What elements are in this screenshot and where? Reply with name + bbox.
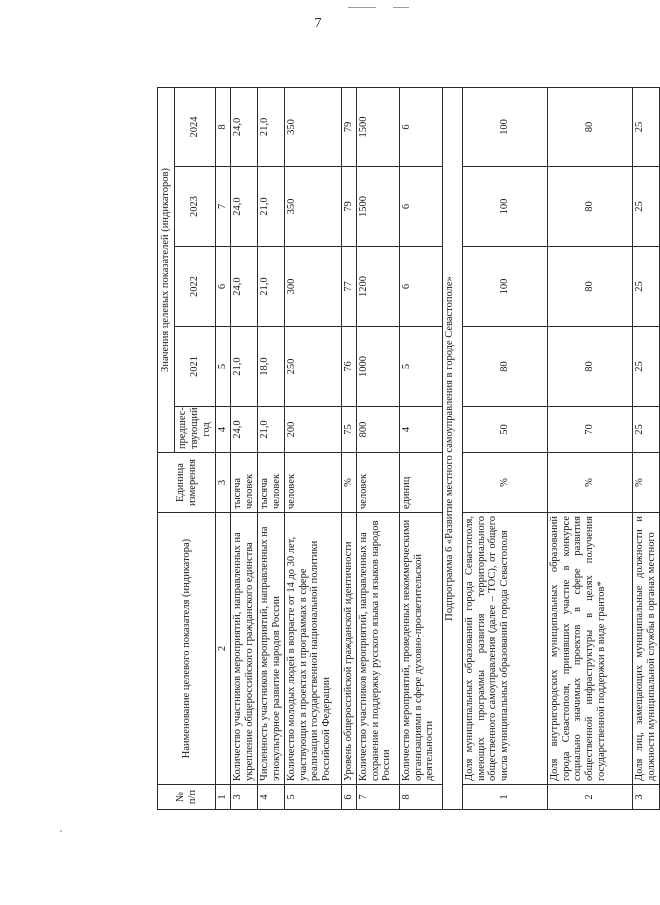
value-cell: 21,0 bbox=[230, 327, 257, 407]
row-index: 7 bbox=[356, 785, 399, 810]
value-cell: 80 bbox=[547, 167, 632, 247]
section-row bbox=[442, 87, 462, 809]
header-year: 2021 bbox=[175, 327, 216, 407]
indicator-name: Количество участников мероприятий, направленных на сохранение и поддержку русского языка и языков народов России bbox=[356, 513, 399, 785]
value-cell: 25 bbox=[632, 87, 659, 166]
value-cell: 80 bbox=[547, 327, 632, 407]
value-cell: 25 bbox=[632, 247, 659, 327]
value-cell: 76 bbox=[341, 327, 356, 407]
value-cell: 77 bbox=[341, 247, 356, 327]
header-index: № п/п bbox=[158, 785, 216, 810]
indicator-unit: % bbox=[632, 453, 659, 513]
table-row bbox=[284, 87, 341, 809]
value-cell: 4 bbox=[399, 407, 442, 453]
header-year: 2023 bbox=[175, 167, 216, 247]
column-number: 2 bbox=[216, 513, 231, 785]
column-number: 1 bbox=[216, 785, 231, 810]
column-numbering-row bbox=[216, 87, 231, 809]
table-row bbox=[399, 87, 442, 809]
header-unit: Единица измерения bbox=[158, 453, 216, 513]
value-cell: 1200 bbox=[356, 247, 399, 327]
indicator-unit: % bbox=[547, 453, 632, 513]
indicator-unit: тысяча человек bbox=[230, 453, 257, 513]
value-cell: 21,0 bbox=[257, 407, 284, 453]
value-cell: 24,0 bbox=[230, 407, 257, 453]
indicator-name: Количество участников мероприятий, направленных на укрепление общероссийского гражданского единства bbox=[230, 513, 257, 785]
table-row bbox=[356, 87, 399, 809]
indicator-unit: % bbox=[462, 453, 547, 513]
value-cell: 5 bbox=[399, 327, 442, 407]
value-cell: 6 bbox=[399, 87, 442, 166]
value-cell: 350 bbox=[284, 167, 341, 247]
column-number: 8 bbox=[216, 87, 231, 166]
value-cell: 350 bbox=[284, 87, 341, 166]
value-cell: 6 bbox=[399, 247, 442, 327]
indicator-unit: единиц bbox=[399, 453, 442, 513]
indicator-unit: % bbox=[341, 453, 356, 513]
value-cell: 18,0 bbox=[257, 327, 284, 407]
value-cell: 800 bbox=[356, 407, 399, 453]
table-row bbox=[632, 87, 659, 809]
value-cell: 80 bbox=[547, 87, 632, 166]
column-number: 7 bbox=[216, 167, 231, 247]
column-number: 3 bbox=[216, 453, 231, 513]
value-cell: 21,0 bbox=[257, 247, 284, 327]
indicators-table bbox=[157, 87, 660, 810]
column-number: 4 bbox=[216, 407, 231, 453]
scan-mark bbox=[60, 830, 62, 832]
table-row bbox=[341, 87, 356, 809]
value-cell: 21,0 bbox=[257, 87, 284, 166]
value-cell: 80 bbox=[547, 247, 632, 327]
row-index: 3 bbox=[632, 785, 659, 810]
indicator-name: Доля лиц, замещающих муниципальные должности и должности муниципальной службы в органах местного bbox=[632, 513, 659, 785]
indicator-name: Количество мероприятий, проведенных некоммерческими организациями в сфере духовно-просветительской деятельности bbox=[399, 513, 442, 785]
indicator-unit: человек bbox=[284, 453, 341, 513]
value-cell: 200 bbox=[284, 407, 341, 453]
table-row bbox=[547, 87, 632, 809]
row-index: 6 bbox=[341, 785, 356, 810]
value-cell: 25 bbox=[632, 167, 659, 247]
row-index: 5 bbox=[284, 785, 341, 810]
value-cell: 300 bbox=[284, 247, 341, 327]
value-cell: 70 bbox=[547, 407, 632, 453]
value-cell: 21,0 bbox=[257, 167, 284, 247]
value-cell: 24,0 bbox=[230, 87, 257, 166]
indicator-name: Уровень общероссийской гражданской идентичности bbox=[341, 513, 356, 785]
indicator-name: Доля муниципальных образований города Севастополя, имеющих программы развития территориального общественного самоуправления (далее – ТОС), от общего числа муниципальных образований города Севастополя bbox=[462, 513, 547, 785]
column-number: 6 bbox=[216, 247, 231, 327]
value-cell: 6 bbox=[399, 167, 442, 247]
value-cell: 25 bbox=[632, 327, 659, 407]
table-row bbox=[257, 87, 284, 809]
table-row bbox=[230, 87, 257, 809]
header-year: 2022 bbox=[175, 247, 216, 327]
rotated-table-container bbox=[157, 88, 657, 810]
value-cell: 100 bbox=[462, 247, 547, 327]
page-number: 7 bbox=[314, 16, 322, 31]
value-cell: 1500 bbox=[356, 87, 399, 166]
indicator-name: Численность участников мероприятий, направленных на этнокультурное развитие народов России bbox=[257, 513, 284, 785]
row-index: 8 bbox=[399, 785, 442, 810]
row-index: 2 bbox=[547, 785, 632, 810]
scan-mark bbox=[348, 7, 376, 8]
value-cell: 1500 bbox=[356, 167, 399, 247]
row-index: 3 bbox=[230, 785, 257, 810]
scan-mark bbox=[393, 7, 409, 8]
value-cell: 100 bbox=[462, 167, 547, 247]
value-cell: 100 bbox=[462, 87, 547, 166]
indicator-name: Количество молодых людей в возрасте от 14 до 30 лет, участвующих в проектах и программах в сфере реализации государственной национальной политики Российской Федерации bbox=[284, 513, 341, 785]
column-number: 5 bbox=[216, 327, 231, 407]
value-cell: 79 bbox=[341, 167, 356, 247]
value-cell: 50 bbox=[462, 407, 547, 453]
header-name: Наименование целевого показателя (индикатора) bbox=[158, 513, 216, 785]
indicator-unit: тысяча человек bbox=[257, 453, 284, 513]
section-title: Подпрограмма 6 «Развитие местного самоуправления в городе Севастополе» bbox=[442, 87, 462, 809]
indicator-name: Доля внутригородских муниципальных образований города Севастополя, принявших участие в конкурсе социально значимых проектов в сфере развития общественной инфраструктуры в целях получения государственной поддержки в виде грантов* bbox=[547, 513, 632, 785]
value-cell: 1000 bbox=[356, 327, 399, 407]
row-index: 4 bbox=[257, 785, 284, 810]
value-cell: 25 bbox=[632, 407, 659, 453]
row-index: 1 bbox=[462, 785, 547, 810]
value-cell: 24,0 bbox=[230, 247, 257, 327]
header-year: предшес-твующий год bbox=[175, 407, 216, 453]
value-cell: 24,0 bbox=[230, 167, 257, 247]
header-year: 2024 bbox=[175, 87, 216, 166]
value-cell: 250 bbox=[284, 327, 341, 407]
value-cell: 75 bbox=[341, 407, 356, 453]
indicator-unit: человек bbox=[356, 453, 399, 513]
value-cell: 80 bbox=[462, 327, 547, 407]
header-values-group: Значения целевых показателей (индикаторов) bbox=[158, 87, 175, 452]
table-row bbox=[462, 87, 547, 809]
value-cell: 79 bbox=[341, 87, 356, 166]
